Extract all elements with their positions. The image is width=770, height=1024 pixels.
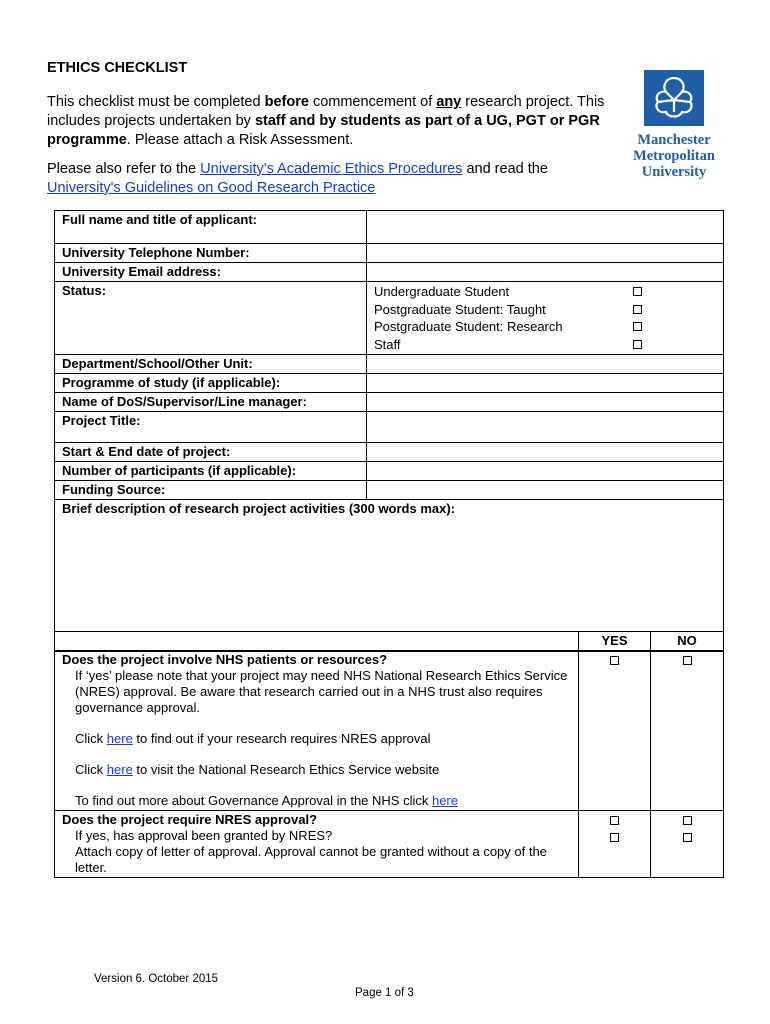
status-options <box>367 282 724 355</box>
university-logo <box>623 70 725 180</box>
nhs-no-cell <box>651 651 724 811</box>
dates-label: Start & End date of project: <box>55 443 367 462</box>
full-name-label: Full name and title of applicant: <box>55 211 367 244</box>
email-field[interactable] <box>367 263 724 282</box>
version-label: Version 6. October 2015 <box>94 973 219 985</box>
logo-wordmark <box>623 132 725 180</box>
project-title-label: Project Title: <box>55 412 367 443</box>
intro-staff-students: staff and by students as part of a UG, PGT or PGR programme <box>47 113 600 148</box>
nres-no-checkbox[interactable] <box>683 816 692 825</box>
governance-pre: To find out more about Governance Approval in the NHS click <box>75 793 432 808</box>
status-checkbox[interactable] <box>633 340 642 349</box>
dates-field[interactable] <box>367 443 724 462</box>
telephone-label: University Telephone Number: <box>55 244 367 263</box>
nres-website-link[interactable]: here <box>106 762 133 777</box>
logo-line-3: University <box>641 164 707 180</box>
yes-column-header: YES <box>579 632 651 651</box>
nres-check-line <box>62 731 571 747</box>
intro-text-4: . Please attach a Risk Assessment. <box>126 132 354 148</box>
intro-paragraph <box>47 93 617 150</box>
nhs-yes-checkbox[interactable] <box>610 656 619 665</box>
intro-before: before <box>264 94 309 110</box>
participants-label: Number of participants (if applicable): <box>55 462 367 481</box>
logo-emblem-icon <box>644 70 704 126</box>
programme-label: Programme of study (if applicable): <box>55 374 367 393</box>
project-title-field[interactable] <box>367 412 724 443</box>
refer-text-1: Please also refer to the <box>47 161 201 177</box>
questions-header-blank <box>55 632 579 651</box>
logo-line-2: Metropolitan <box>633 148 715 164</box>
nhs-question-note: If ‘yes’ please note that your project may need NHS National Research Ethics Service (NRES) approval. Be aware that research carried out in a NHS trust also requires governance approval. <box>75 668 568 715</box>
nres-yes-cell <box>579 811 651 878</box>
document-title: ETHICS CHECKLIST <box>47 60 188 76</box>
status-checkbox[interactable] <box>633 287 642 296</box>
supervisor-label: Name of DoS/Supervisor/Line manager: <box>55 393 367 412</box>
intro-any: any <box>436 94 462 110</box>
status-checkbox[interactable] <box>633 305 642 314</box>
nres-website-line <box>62 762 571 778</box>
governance-link[interactable]: here <box>431 793 458 808</box>
department-field[interactable] <box>367 355 724 374</box>
status-option-label: Undergraduate Student <box>374 284 510 299</box>
nres-check-post: to find out if your research requires NRES approval <box>132 731 431 746</box>
department-label: Department/School/Other Unit: <box>55 355 367 374</box>
status-option-label: Postgraduate Student: Research <box>374 319 563 334</box>
nres-no-cell <box>651 811 724 878</box>
nres-check-pre: Click <box>75 731 107 746</box>
nres-yes-checkbox[interactable] <box>610 816 619 825</box>
supervisor-field[interactable] <box>367 393 724 412</box>
nres-check-link[interactable]: here <box>106 731 133 746</box>
funding-field[interactable] <box>367 481 724 500</box>
status-option-undergraduate <box>374 283 716 301</box>
participants-field[interactable] <box>367 462 724 481</box>
nhs-yes-cell <box>579 651 651 811</box>
status-checkbox[interactable] <box>633 322 642 331</box>
status-option-pg-research <box>374 318 716 336</box>
no-column-header: NO <box>651 632 724 651</box>
refer-paragraph <box>47 160 617 198</box>
nres-granted-question: If yes, has approval been granted by NRES? <box>75 828 333 843</box>
status-option-label: Postgraduate Student: Taught <box>374 301 546 317</box>
nres-letter-note: Attach copy of letter of approval. Approval cannot be granted without a copy of the letter. <box>75 844 547 875</box>
status-option-label: Staff <box>374 336 401 352</box>
telephone-field[interactable] <box>367 244 724 263</box>
page-number: Page 1 of 3 <box>355 987 414 999</box>
status-label: Status: <box>55 282 367 355</box>
full-name-field[interactable] <box>367 211 724 244</box>
intro-text-3: research project. This includes projects undertaken by <box>47 94 605 129</box>
intro-text-2: commencement of <box>308 94 437 110</box>
governance-line <box>62 793 571 809</box>
programme-field[interactable] <box>367 374 724 393</box>
intro-text-1: This checklist must be completed <box>47 94 265 110</box>
applicant-details-table <box>54 210 724 652</box>
email-label: University Email address: <box>55 263 367 282</box>
nres-question: Does the project require NRES approval? <box>62 812 318 827</box>
ethics-procedures-link[interactable]: University's Academic Ethics Procedures <box>200 161 463 177</box>
status-option-pg-taught <box>374 301 716 319</box>
research-practice-link[interactable]: University's Guidelines on Good Research Practice <box>47 180 376 196</box>
nhs-question: Does the project involve NHS patients or resources? <box>62 652 388 667</box>
description-field[interactable]: Brief description of research project activities (300 words max): <box>55 500 724 652</box>
nres-granted-yes-checkbox[interactable] <box>610 833 619 842</box>
nhs-questions-table <box>54 631 724 878</box>
nhs-no-checkbox[interactable] <box>683 656 692 665</box>
refer-text-2: and read the <box>462 161 548 177</box>
nres-question-cell <box>55 811 579 878</box>
funding-label: Funding Source: <box>55 481 367 500</box>
nres-website-pre: Click <box>75 762 107 777</box>
nres-granted-no-checkbox[interactable] <box>683 833 692 842</box>
status-option-staff <box>374 336 716 354</box>
nres-website-post: to visit the National Research Ethics Service website <box>132 762 440 777</box>
logo-line-1: Manchester <box>637 132 711 148</box>
nhs-question-cell <box>55 651 579 811</box>
